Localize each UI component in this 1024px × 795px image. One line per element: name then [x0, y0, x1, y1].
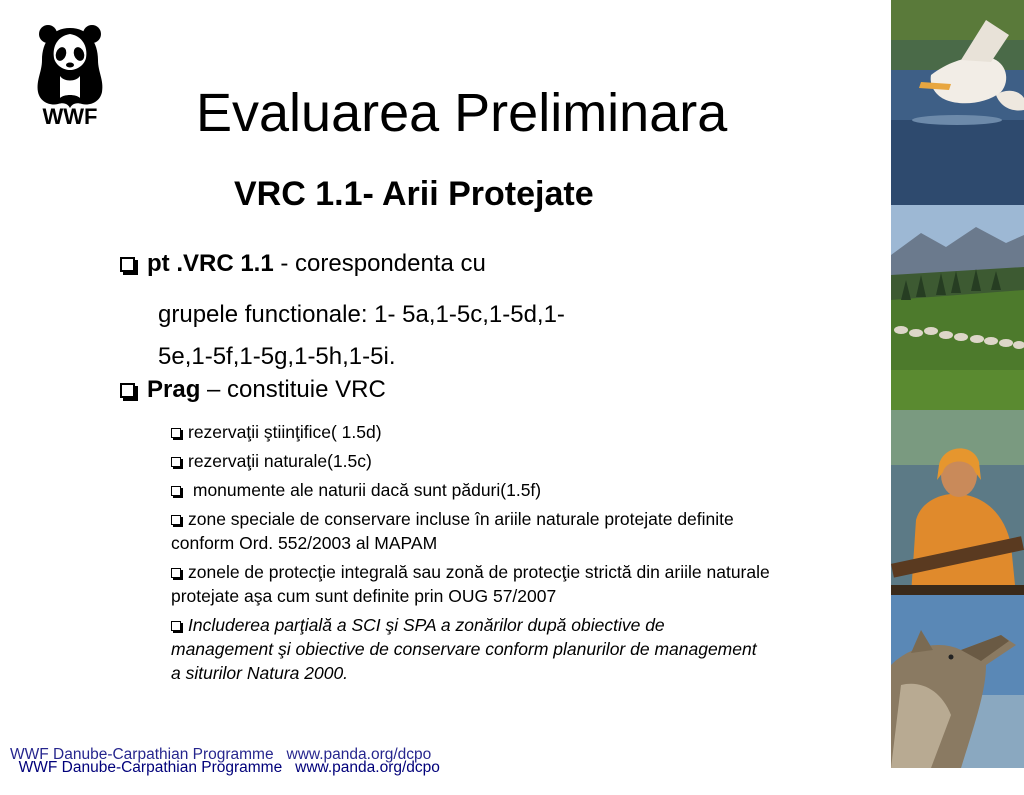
- mountain-sheep-photo: [891, 205, 1024, 410]
- wwf-logo-text: WWF: [42, 104, 98, 129]
- bullet-vrc-line3: 5e,1-5f,1-5g,1-5h,1-5i.: [158, 343, 396, 370]
- pelicans-photo: [891, 0, 1024, 205]
- sub-bullet-item: zone speciale de conservare incluse în ariile naturale protejate definite conform Ord. 552/2003 al MAPAM: [171, 509, 734, 553]
- checkbox-bullet-icon: [171, 568, 181, 578]
- sub-bullet-item: rezervaţii ştiinţifice( 1.5d): [171, 420, 771, 444]
- footer-text: [10, 741, 440, 795]
- footer-label-shadow: WWF Danube-Carpathian Programme www.panda.org/dcpo: [10, 746, 432, 763]
- checkbox-bullet-icon: [171, 621, 181, 631]
- sub-bullet-item: Includerea parţială a SCI şi SPA a zonărilor după obiective de management şi obiective de conservare conform planurilor de management a siturilor Natura 2000.: [171, 615, 757, 683]
- bullet-vrc: [120, 250, 486, 279]
- bullet-vrc-continuation: [158, 294, 678, 378]
- footer-label: WWF Danube-Carpathian Programme www.panda.org/dcpo: [18, 759, 440, 776]
- wolf-photo: [891, 595, 1024, 768]
- checkbox-bullet-icon: [120, 383, 135, 398]
- slide-subtitle: VRC 1.1- Arii Protejate: [234, 175, 594, 213]
- sub-bullet-list: [171, 420, 771, 690]
- bullet-prag-text: – constituie VRC: [200, 376, 386, 403]
- bullet-vrc-line2: grupele functionale: 1- 5a,1-5c,1-5d,1-: [158, 301, 565, 328]
- bullet-vrc-bold: pt .VRC 1.1: [147, 250, 274, 277]
- photo-strip: [891, 0, 1024, 768]
- checkbox-bullet-icon: [171, 457, 181, 467]
- bullet-vrc-text: - corespondenta cu: [273, 250, 486, 277]
- checkbox-bullet-icon: [171, 515, 181, 525]
- wwf-logo: [30, 20, 110, 130]
- checkbox-bullet-icon: [120, 257, 135, 272]
- checkbox-bullet-icon: [171, 486, 181, 496]
- bullet-prag-bold: Prag: [147, 376, 201, 403]
- sub-bullet-item: monumente ale naturii dacă sunt păduri(1.5f): [171, 478, 771, 502]
- sub-bullet-item: zonele de protecţie integrală sau zonă de protecţie strictă din ariile naturale protejate aşa cum sunt definite prin OUG 57/2007: [171, 562, 770, 606]
- fisherman-photo: [891, 410, 1024, 595]
- bullet-prag: [120, 376, 386, 405]
- checkbox-bullet-icon: [171, 428, 181, 438]
- slide-title: Evaluarea Preliminara: [196, 83, 728, 143]
- sub-bullet-item: rezervaţii naturale(1.5c): [171, 449, 771, 473]
